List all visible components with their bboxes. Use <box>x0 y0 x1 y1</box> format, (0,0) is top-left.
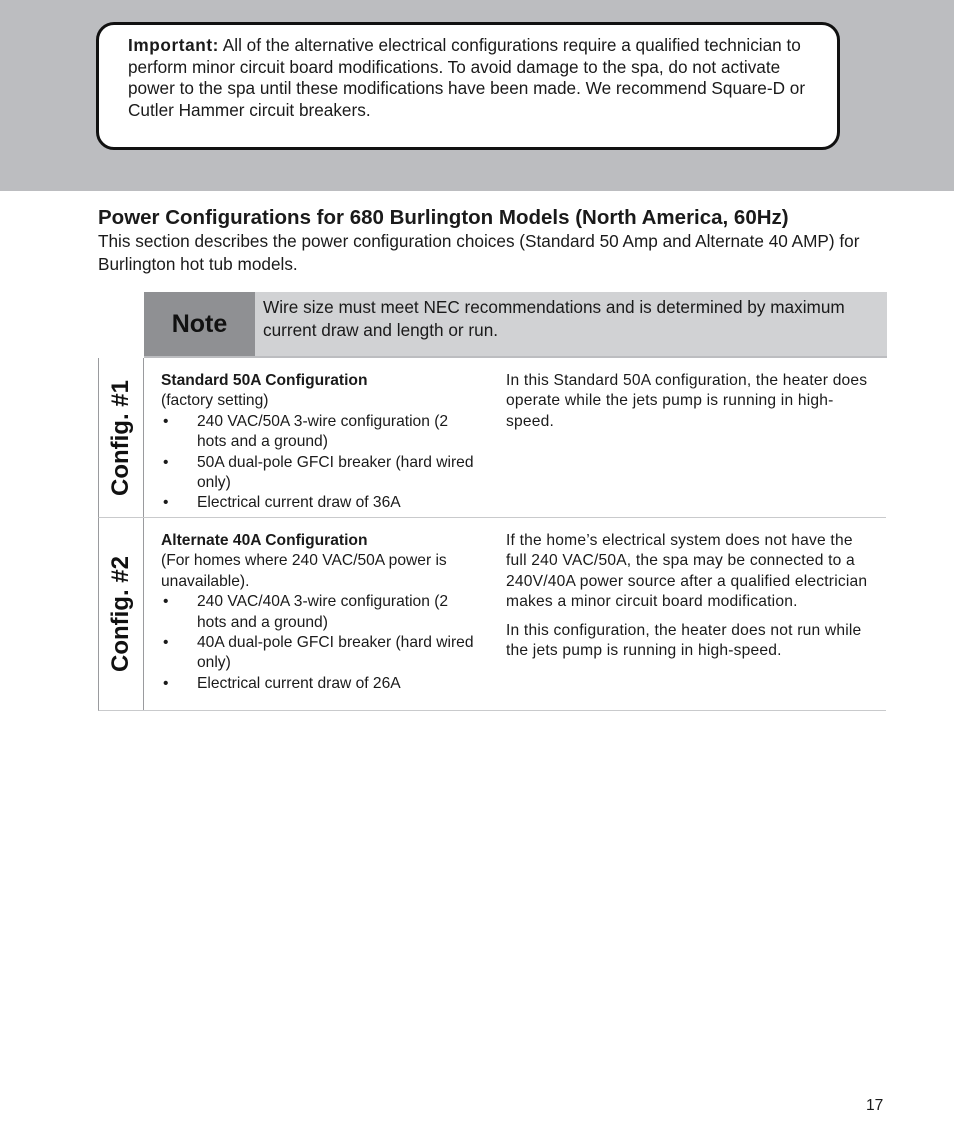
config-1-bullet-list <box>161 412 481 514</box>
note-box <box>144 292 887 358</box>
config-2-title: Alternate 40A Configuration <box>161 532 368 549</box>
config-2-subtitle: (For homes where 240 VAC/50A power is unavailable). <box>161 552 447 590</box>
note-label: Note <box>144 292 255 356</box>
config-2-paragraph: In this configuration, the heater does not run while the jets pump is running in high-speed. <box>506 621 862 660</box>
header-band <box>0 0 954 191</box>
config-2-tab-label: Config. #2 <box>107 555 134 673</box>
config-2-explanation <box>506 531 876 669</box>
list-item: • 240 VAC/40A 3-wire configuration (2 hots and a ground) <box>161 592 481 633</box>
config-1-tab-label: Config. #1 <box>107 379 134 496</box>
section-description: This section describes the power configuration choices (Standard 50 Amp and Alternate 40 AMP) for Burlington hot tub models. <box>98 231 860 274</box>
config-2-details <box>161 531 481 694</box>
config-1-block <box>98 358 886 518</box>
config-1-subtitle: (factory setting) <box>161 392 269 410</box>
list-item: • Electrical current draw of 36A <box>161 493 481 513</box>
config-2-bullet-list <box>161 592 481 694</box>
list-item: • 40A dual-pole GFCI breaker (hard wired only) <box>161 633 481 674</box>
list-item: • Electrical current draw of 26A <box>161 674 481 694</box>
config-1-paragraph: In this Standard 50A configuration, the heater does operate while the jets pump is running in high-speed. <box>506 372 868 430</box>
important-text: All of the alternative electrical configurations require a qualified technician to perform minor circuit board modifications. To avoid damage to the spa, do not activate power to the spa until these modifications have been made. We recommend Square-D or Cutler Hammer circuit breakers. <box>128 35 806 120</box>
note-text: Wire size must meet NEC recommendations and is determined by maximum current draw and length or run. <box>255 292 887 356</box>
important-label: Important: <box>128 35 219 55</box>
config-1-explanation <box>506 371 876 440</box>
config-2-block <box>98 518 886 711</box>
config-1-title: Standard 50A Configuration <box>161 372 368 389</box>
section-title: Power Configurations for 680 Burlington Models (North America, 60Hz) <box>98 206 789 229</box>
page-number: 17 <box>866 1097 884 1114</box>
config-2-paragraph: If the home’s electrical system does not have the full 240 VAC/50A, the spa may be connected to a 240V/40A power source after a qualified electrician makes a minor circuit board modification. <box>506 532 868 611</box>
list-item: • 240 VAC/50A 3-wire configuration (2 hots and a ground) <box>161 412 481 453</box>
config-2-tab <box>99 518 144 710</box>
config-1-details <box>161 371 481 514</box>
config-1-tab <box>99 358 144 517</box>
important-notice-box <box>96 22 840 150</box>
list-item: • 50A dual-pole GFCI breaker (hard wired only) <box>161 453 481 494</box>
